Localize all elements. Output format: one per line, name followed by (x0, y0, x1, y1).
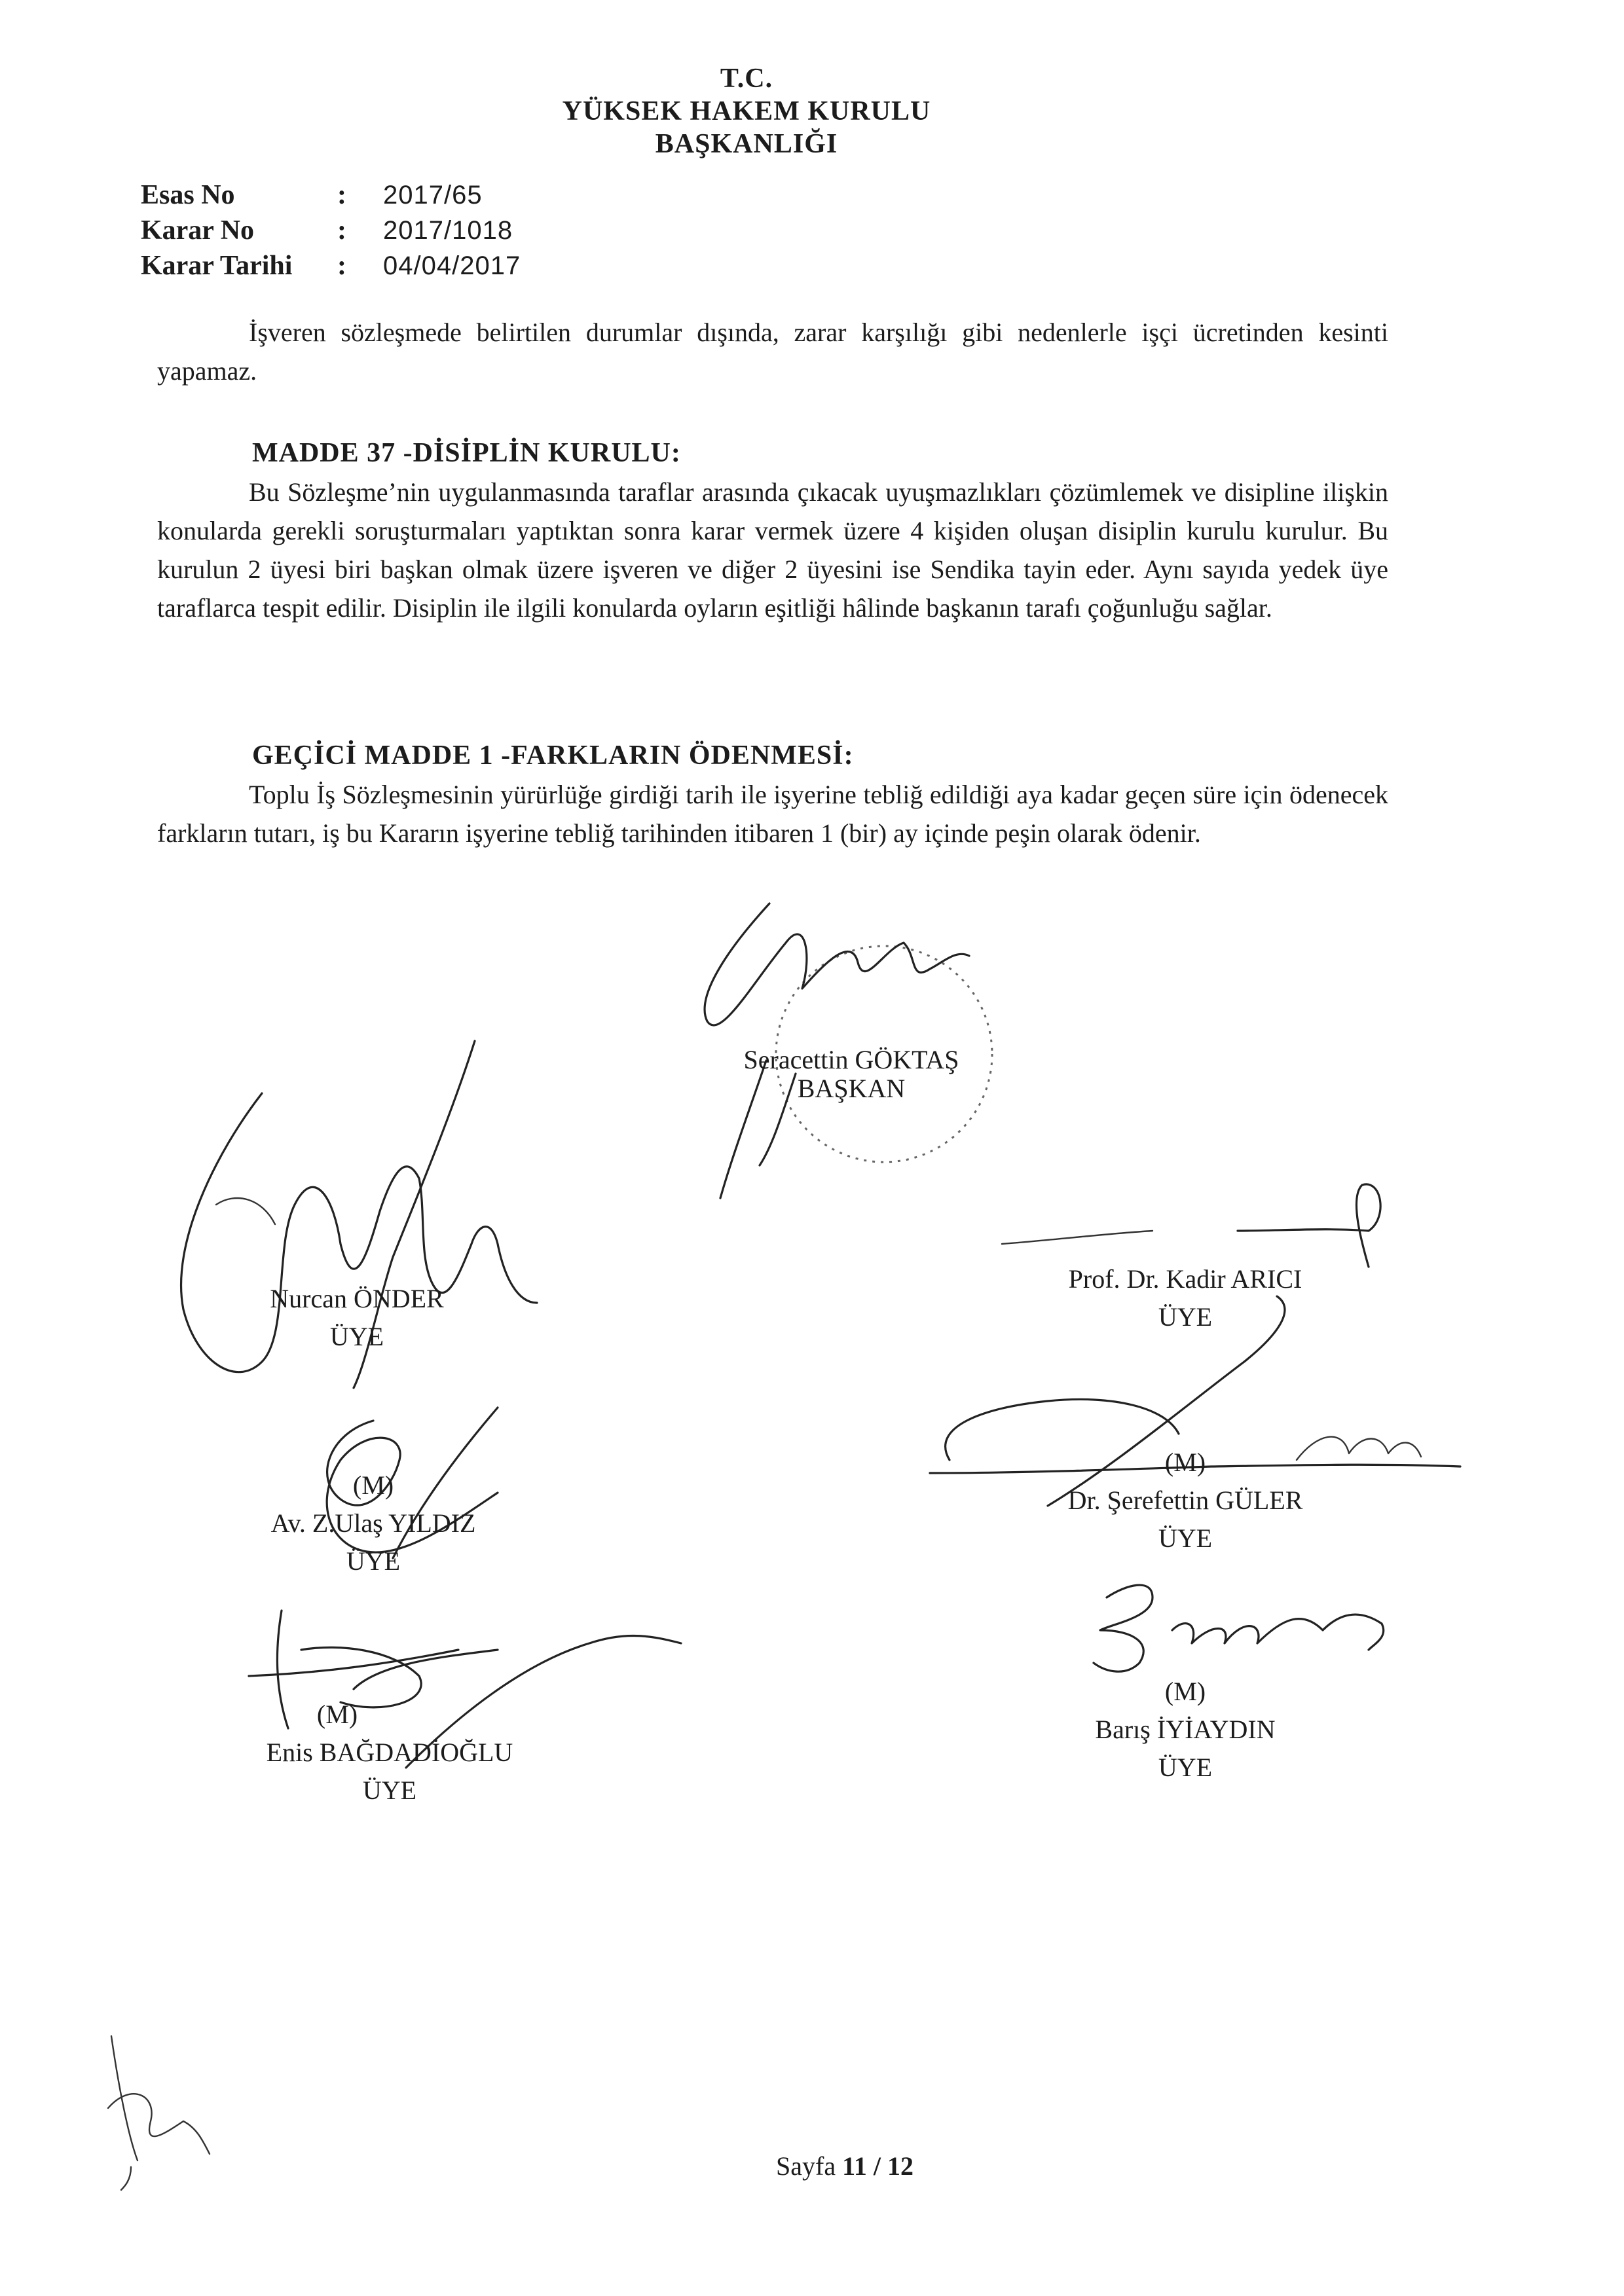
signatory-guler (1022, 1444, 1349, 1558)
iyiaydin-role: ÜYE (1158, 1753, 1213, 1782)
yildiz-name: Av. Z.Ulaş YILDIZ (270, 1508, 476, 1538)
gecici-madde-text: Toplu İş Sözleşmesinin yürürlüğe girdiği tarih ile işyerine tebliğ edildiği aya kadar geçen süre için ödenecek farkların tutarı, iş bu Kararın işyerine tebliğ tarihinden itibaren 1 (bir) ay içinde peşin olarak ödenir. (157, 780, 1388, 848)
signatory-iyiaydin (1022, 1673, 1349, 1787)
esas-no-label: Esas No (141, 180, 235, 210)
signatory-arici (1022, 1260, 1349, 1336)
signatory-bagdadioglu (226, 1696, 553, 1810)
yildiz-role: ÜYE (346, 1546, 401, 1576)
baskan-name: Seracettin GÖKTAŞ (743, 1045, 959, 1074)
guler-mark: (M) (1164, 1448, 1206, 1477)
madde37-text: Bu Sözleşme’nin uygulanmasında taraflar arasında çıkacak uyuşmazlıkları çözümlemek ve disipline ilişkin konularda gerekli soruşturmaları yaptıktan sonra karar vermek üzere 4 kişiden oluşan disiplin kurulu kurulur. Bu kurulun 2 üyesi biri başkan olmak üzere işveren ve diğer 2 üyesini ise Sendika tayin eder. Aynı sayıda yedek üye taraflarca tespit edilir. Disiplin ile ilgili konularda oyların eşitliği hâlinde başkanın tarafı çoğunluğu sağlar. (157, 477, 1388, 623)
iyiaydin-mark: (M) (1164, 1677, 1206, 1706)
esas-no-colon: : (337, 180, 346, 210)
arici-signature (1002, 1184, 1380, 1267)
gecici-madde-heading: GEÇİCİ MADDE 1 -FARKLARIN ÖDENMESİ: (252, 740, 854, 771)
signatory-onder (193, 1280, 521, 1356)
iyiaydin-signature (1094, 1585, 1384, 1671)
signatory-yildiz (210, 1467, 537, 1580)
header-presidency: BAŞKANLIĞI (655, 129, 838, 159)
intro-text: İşveren sözleşmede belirtilen durumlar dışında, zarar karşılığı gibi nedenlerle işçi ücretinden kesinti yapamaz. (157, 318, 1388, 386)
karar-tarihi-value: 04/04/2017 (383, 251, 521, 280)
bagdadioglu-name: Enis BAĞDADİOĞLU (266, 1738, 513, 1767)
madde37-heading: MADDE 37 -DİSİPLİN KURULU: (252, 438, 681, 468)
onder-role: ÜYE (329, 1322, 384, 1351)
yildiz-mark: (M) (352, 1470, 394, 1500)
arici-name: Prof. Dr. Kadir ARICI (1068, 1264, 1302, 1294)
bagdadioglu-role: ÜYE (362, 1776, 417, 1805)
karar-tarihi-colon: : (337, 251, 346, 281)
arici-role: ÜYE (1158, 1302, 1213, 1332)
karar-no-colon: : (337, 215, 346, 246)
header-institution: YÜKSEK HAKEM KURULU (562, 96, 931, 126)
margin-initials (108, 2036, 210, 2190)
guler-role: ÜYE (1158, 1523, 1213, 1553)
page-number: 11 / 12 (842, 2151, 913, 2181)
onder-name: Nurcan ÖNDER (270, 1284, 444, 1313)
karar-no-label: Karar No (141, 215, 255, 246)
karar-no-value: 2017/1018 (383, 216, 513, 245)
baskan-role: BAŞKAN (797, 1074, 906, 1103)
karar-tarihi-label: Karar Tarihi (141, 251, 293, 281)
guler-name: Dr. Şerefettin GÜLER (1067, 1485, 1303, 1515)
iyiaydin-name: Barış İYİAYDIN (1095, 1715, 1276, 1744)
header-tc: T.C. (720, 64, 773, 94)
page-prefix: Sayfa (776, 2151, 836, 2181)
esas-no-value: 2017/65 (383, 181, 483, 210)
bagdadioglu-mark: (M) (316, 1700, 358, 1729)
page-footer (747, 2151, 943, 2181)
signatory-baskan (688, 1041, 1015, 1108)
